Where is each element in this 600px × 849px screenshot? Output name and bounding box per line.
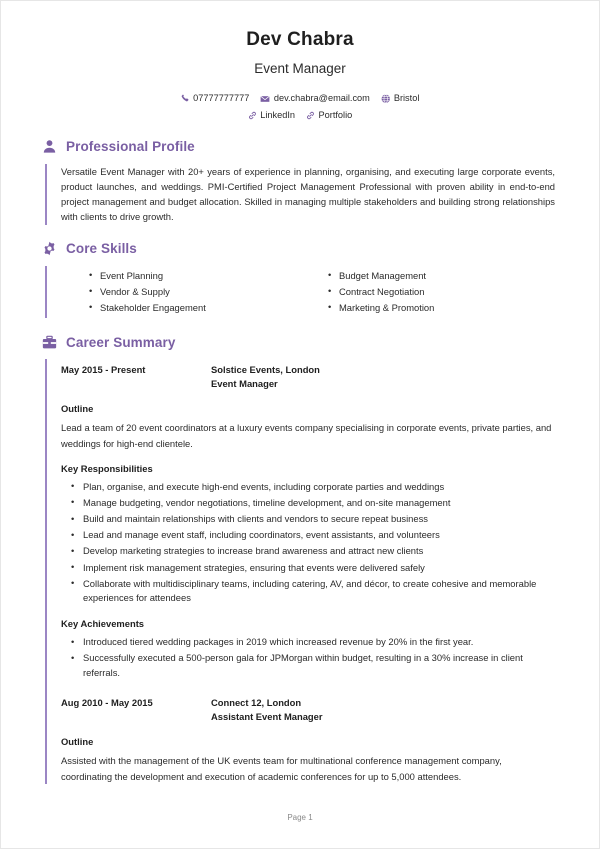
core-skills-body — [45, 266, 559, 319]
job-company: Solstice Events, London — [211, 364, 320, 376]
page-number-label: Page 1 — [287, 813, 313, 822]
job-role: Event Manager — [211, 378, 278, 390]
link-icon — [248, 111, 257, 120]
job-dates: May 2015 - Present — [61, 364, 146, 376]
person-icon — [41, 139, 57, 155]
section-title-text: Core Skills — [66, 241, 137, 257]
career-summary-heading — [41, 334, 559, 350]
resume-header — [1, 1, 599, 123]
contact-linkedin[interactable] — [248, 109, 295, 123]
contact-row-primary — [41, 92, 559, 106]
career-summary-body — [45, 359, 559, 784]
section-career-summary — [1, 334, 599, 784]
candidate-name: Dev Chabra — [246, 29, 354, 50]
list-item: • Lead and manage event staff, including coordinators, event assistants, and volunteers — [61, 528, 559, 543]
envelope-icon — [260, 94, 270, 104]
core-skills-heading — [41, 241, 559, 257]
globe-icon — [381, 94, 391, 104]
contact-portfolio-label: Portfolio — [318, 109, 353, 120]
contact-linkedin-label: LinkedIn — [260, 109, 296, 120]
list-item: • Develop marketing strategies to increase brand awareness and attract new clients — [61, 544, 559, 559]
skill-item: • Marketing & Promotion — [328, 300, 559, 316]
list-item: • Introduced tiered wedding packages in 2019 which increased revenue by 20% in the first year. — [61, 635, 559, 650]
job-header-row — [61, 696, 559, 724]
section-professional-profile — [1, 139, 599, 225]
contact-portfolio[interactable] — [306, 109, 352, 123]
job-outline-label: Outline — [61, 736, 94, 748]
list-item: • Implement risk management strategies, ensuring that events were delivered safely — [61, 561, 559, 576]
job-company: Connect 12, London — [211, 697, 302, 709]
career-job-entry — [61, 682, 559, 784]
section-title-text: Professional Profile — [66, 139, 195, 155]
briefcase-icon — [41, 334, 57, 350]
job-outline-text: Assisted with the management of the UK events team for multinational conference management company, coordinating the development and execution of academic conferences for up to 5,000 attendees. — [61, 755, 502, 782]
contact-location-label: Bristol — [393, 93, 420, 103]
skill-item: • Vendor & Supply — [89, 284, 310, 300]
contact-row-links — [41, 109, 559, 123]
job-outline-text: Lead a team of 20 event coordinators at a luxury events company specialising in corporate events, private parties, and weddings for high-end clientele. — [61, 422, 552, 449]
contact-phone-label: 07777777777 — [193, 93, 250, 103]
skill-item: • Contract Negotiation — [328, 284, 559, 300]
section-title-text: Career Summary — [66, 334, 176, 350]
skill-item: • Stakeholder Engagement — [89, 300, 310, 316]
page-footer — [1, 813, 599, 822]
job-company-role — [211, 363, 320, 391]
skills-column-right — [310, 268, 559, 317]
professional-profile-body — [45, 164, 559, 225]
contact-location — [381, 92, 420, 106]
job-achievements-list — [61, 635, 559, 681]
job-header-row — [61, 363, 559, 391]
link-icon — [306, 111, 315, 120]
gear-icon — [41, 241, 57, 257]
list-item: • Manage budgeting, vendor negotiations, timeline development, and on-site management — [61, 496, 559, 511]
list-item: • Build and maintain relationships with clients and vendors to secure repeat business — [61, 512, 559, 527]
job-achievements-label: Key Achievements — [61, 618, 145, 630]
professional-profile-heading — [41, 139, 559, 155]
job-dates: Aug 2010 - May 2015 — [61, 697, 153, 709]
section-core-skills — [1, 241, 599, 319]
contact-email-label: dev.chabra@email.com — [273, 93, 370, 103]
contact-phone[interactable] — [181, 92, 250, 106]
career-job-entry — [61, 359, 559, 681]
candidate-job-title: Event Manager — [254, 61, 346, 76]
professional-profile-text: Versatile Event Manager with 20+ years of experience in planning, organising, and executing large corporate events, product launches, and weddings. PMI-Certified Project Management Professional with proven ability in end-to-end project management and budget allocation. Skilled in managing multiple stakeholders and building strong relationships with clients to drive growth. — [61, 165, 555, 223]
skill-item: • Event Planning — [89, 268, 310, 284]
list-item: • Successfully executed a 500-person gala for JPMorgan within budget, resulting in a 30% increase in client referrals. — [61, 651, 559, 680]
list-item: • Collaborate with multidisciplinary teams, including catering, AV, and décor, to create cohesive and memorable experiences for attendees — [61, 577, 559, 606]
skill-item: • Budget Management — [328, 268, 559, 284]
job-responsibilities-list — [61, 480, 559, 606]
job-outline-label: Outline — [61, 403, 94, 415]
job-company-role — [211, 696, 323, 724]
skills-grid — [61, 266, 559, 319]
contact-email[interactable] — [260, 92, 369, 106]
job-role: Assistant Event Manager — [211, 711, 323, 723]
skills-column-left — [61, 268, 310, 317]
job-responsibilities-label: Key Responsibilities — [61, 462, 153, 474]
list-item: • Plan, organise, and execute high-end events, including corporate parties and weddings — [61, 480, 559, 495]
phone-icon — [181, 94, 190, 103]
